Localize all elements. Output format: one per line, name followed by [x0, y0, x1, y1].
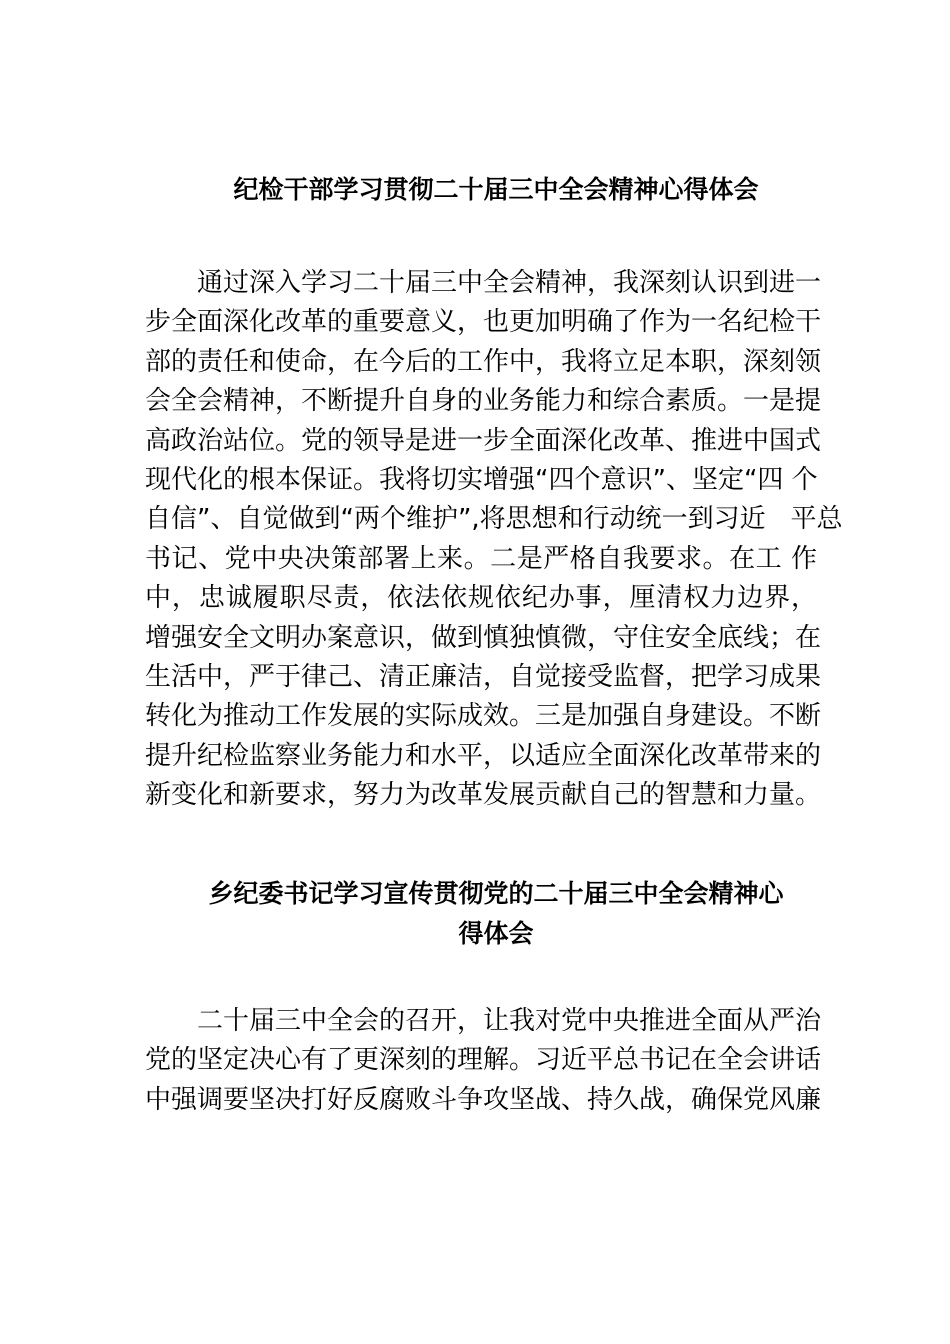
text-line: 书记、党中央决策部署上来。二是严格自我要求。在工 作 [145, 543, 817, 574]
text-line: 高政治站位。党的领导是进一步全面深化改革、推进中国式 [145, 425, 822, 456]
text-line: 会全会精神，不断提升自身的业务能力和综合素质。一是提 [145, 386, 822, 417]
article-2-title-line-2: 得体会 [458, 919, 534, 948]
text-line: 现代化的根本保证。我将切实增强“四个意识”、坚定“四 个 [145, 464, 818, 495]
text-line: 新变化和新要求，努力为改革发展贡献自己的智慧和力量。 [145, 780, 822, 811]
text-line: 提升纪检监察业务能力和水平，以适应全面深化改革带来的 [145, 740, 822, 771]
text-line: 通过深入学习二十届三中全会精神，我深刻认识到进一 [197, 268, 822, 298]
article-2-title-line-1: 乡纪委书记学习宣传贯彻党的二十届三中全会精神心 [208, 879, 784, 908]
text-line: 二十届三中全会的召开，让我对党中央推进全面从严治 [197, 1006, 822, 1036]
text-line: 中，忠诚履职尽责，依法依规依纪办事，厘清权力边界， [145, 583, 817, 614]
text-line: 党的坚定决心有了更深刻的理解。习近平总书记在全会讲话 [145, 1045, 822, 1076]
text-line: 部的责任和使命，在今后的工作中，我将立足本职，深刻领 [145, 346, 822, 377]
article-1-title: 纪检干部学习贯彻二十届三中全会精神心得体会 [233, 175, 759, 204]
text-line: 转化为推动工作发展的实际成效。三是加强自身建设。不断 [145, 701, 822, 732]
text-line: 生活中，严于律己、清正廉洁，自觉接受监督，把学习成果 [145, 661, 822, 692]
text-line: 增强安全文明办案意识，做到慎独慎微，守住安全底线；在 [145, 622, 822, 653]
article-2-paragraph [145, 1002, 822, 1120]
article-1-paragraph [145, 264, 843, 815]
text-line: 中强调要坚决打好反腐败斗争攻坚战、持久战，确保党风廉 [145, 1084, 822, 1115]
text-line: 步全面深化改革的重要意义，也更加明确了作为一名纪检干 [145, 307, 822, 338]
text-line: 自信”、自觉做到“两个维护”,将思想和行动统一到习近 平总 [145, 504, 843, 535]
article-2-title [140, 874, 852, 954]
